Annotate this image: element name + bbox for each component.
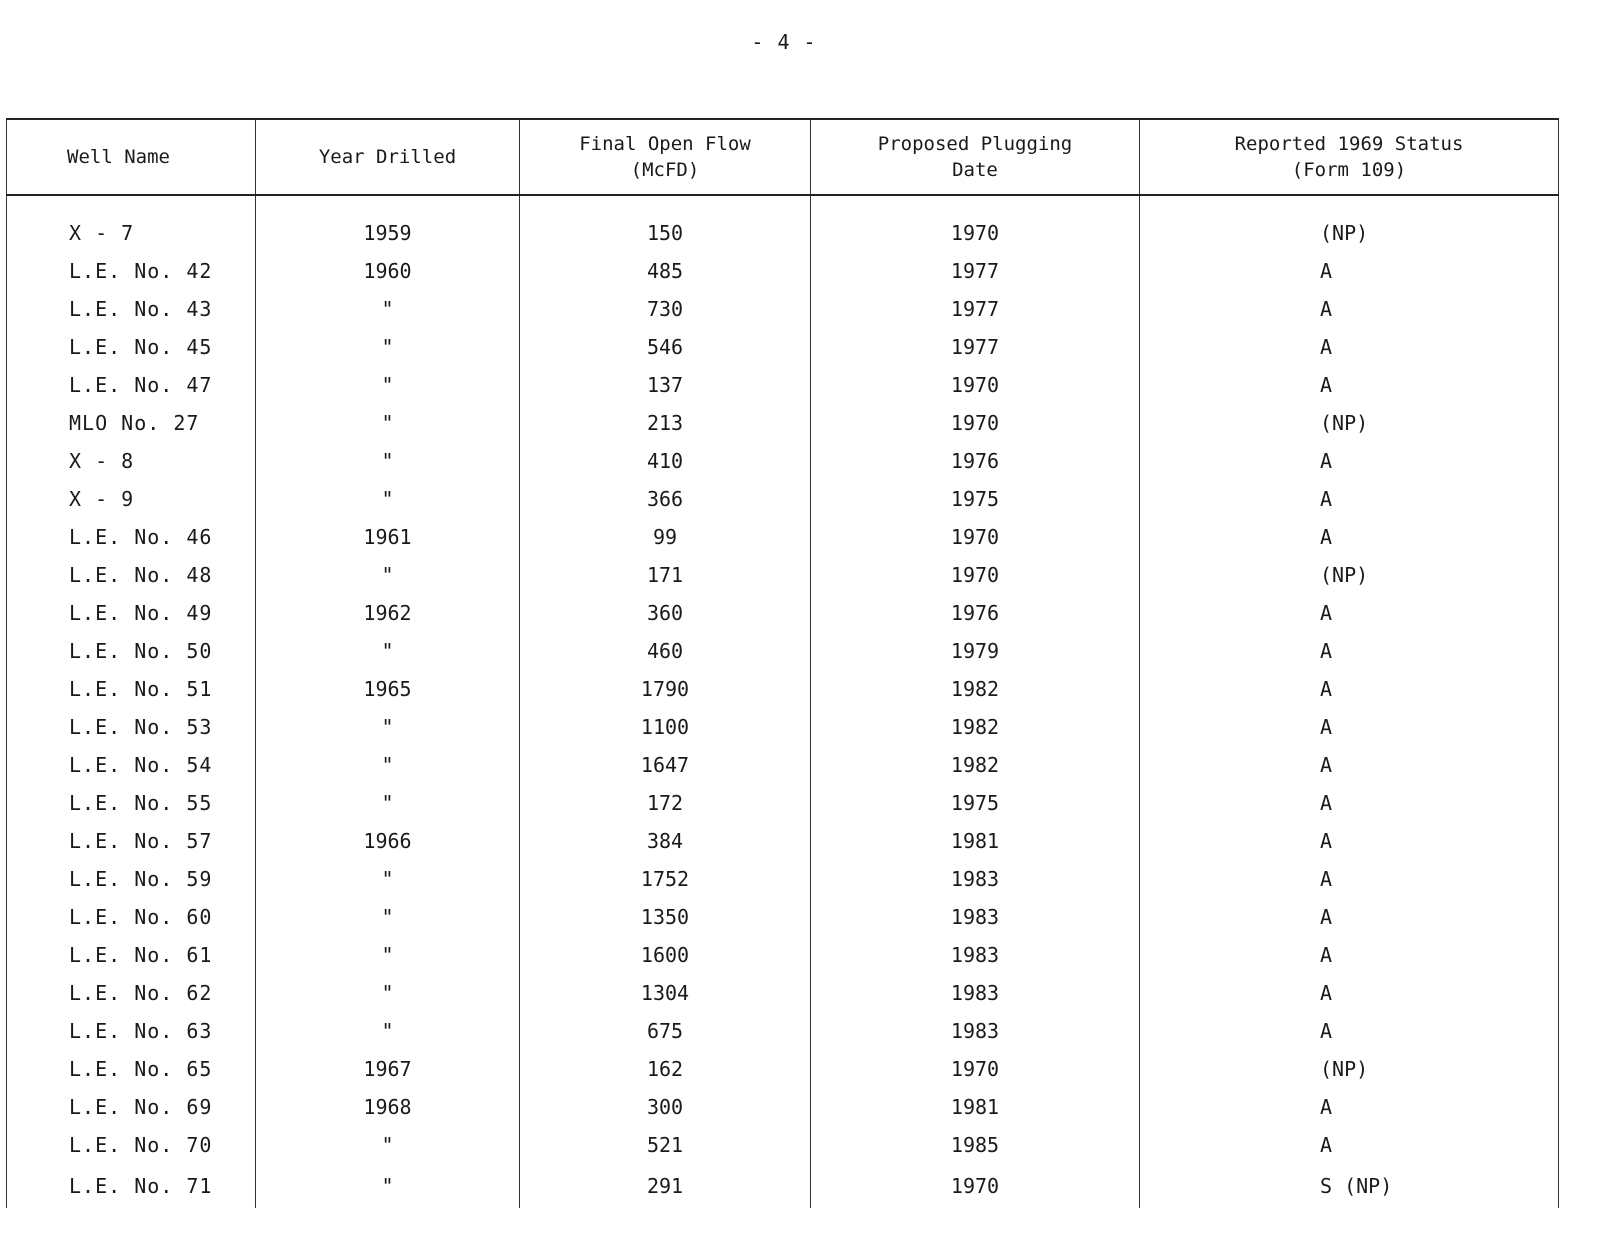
table-row — [7, 632, 1559, 670]
header-well-name: Well Name — [7, 119, 256, 195]
table-spacer-row — [7, 195, 1559, 214]
plugging-date-cell: 1970 — [811, 404, 1140, 442]
table-row — [7, 1050, 1559, 1088]
plugging-date-cell: 1970 — [811, 556, 1140, 594]
open-flow-cell: 172 — [520, 784, 811, 822]
table-body — [7, 195, 1559, 1208]
status-cell: A — [1140, 860, 1559, 898]
open-flow-cell: 291 — [520, 1164, 811, 1208]
year-drilled-cell: " — [256, 480, 520, 518]
well-name-cell: L.E. No. 59 — [7, 860, 256, 898]
status-cell: A — [1140, 594, 1559, 632]
plugging-date-cell: 1975 — [811, 480, 1140, 518]
table-row — [7, 404, 1559, 442]
year-drilled-cell: " — [256, 442, 520, 480]
plugging-date-cell: 1983 — [811, 936, 1140, 974]
year-drilled-cell: 1967 — [256, 1050, 520, 1088]
plugging-date-cell: 1970 — [811, 1050, 1140, 1088]
open-flow-cell: 150 — [520, 214, 811, 252]
well-table — [6, 118, 1559, 1208]
well-name-cell: L.E. No. 46 — [7, 518, 256, 556]
plugging-date-cell: 1977 — [811, 252, 1140, 290]
well-name-cell: X - 9 — [7, 480, 256, 518]
status-cell: A — [1140, 784, 1559, 822]
plugging-date-cell: 1983 — [811, 1012, 1140, 1050]
header-final-open-flow: Final Open Flow (McFD) — [520, 119, 811, 195]
year-drilled-cell: 1959 — [256, 214, 520, 252]
status-cell: A — [1140, 1012, 1559, 1050]
year-drilled-cell: " — [256, 1126, 520, 1164]
status-cell: A — [1140, 1088, 1559, 1126]
open-flow-cell: 162 — [520, 1050, 811, 1088]
year-drilled-cell: " — [256, 708, 520, 746]
status-cell: A — [1140, 822, 1559, 860]
well-name-cell: L.E. No. 51 — [7, 670, 256, 708]
table-row — [7, 974, 1559, 1012]
table-row — [7, 290, 1559, 328]
plugging-date-cell: 1982 — [811, 708, 1140, 746]
year-drilled-cell: " — [256, 936, 520, 974]
table-row — [7, 860, 1559, 898]
status-cell: A — [1140, 670, 1559, 708]
well-name-cell: L.E. No. 45 — [7, 328, 256, 366]
open-flow-cell: 1304 — [520, 974, 811, 1012]
open-flow-cell: 1752 — [520, 860, 811, 898]
well-name-cell: L.E. No. 70 — [7, 1126, 256, 1164]
open-flow-cell: 1100 — [520, 708, 811, 746]
open-flow-cell: 99 — [520, 518, 811, 556]
plugging-date-cell: 1975 — [811, 784, 1140, 822]
year-drilled-cell: " — [256, 1164, 520, 1208]
open-flow-cell: 1790 — [520, 670, 811, 708]
well-name-cell: MLO No. 27 — [7, 404, 256, 442]
open-flow-cell: 675 — [520, 1012, 811, 1050]
open-flow-cell: 546 — [520, 328, 811, 366]
plugging-date-cell: 1981 — [811, 1088, 1140, 1126]
table-row — [7, 936, 1559, 974]
well-name-cell: L.E. No. 48 — [7, 556, 256, 594]
year-drilled-cell: " — [256, 556, 520, 594]
table-row — [7, 556, 1559, 594]
status-cell: A — [1140, 518, 1559, 556]
table-row — [7, 1126, 1559, 1164]
table-row — [7, 898, 1559, 936]
plugging-date-cell: 1970 — [811, 518, 1140, 556]
well-name-cell: L.E. No. 62 — [7, 974, 256, 1012]
well-name-cell: L.E. No. 65 — [7, 1050, 256, 1088]
plugging-date-cell: 1976 — [811, 442, 1140, 480]
year-drilled-cell: 1965 — [256, 670, 520, 708]
table-row — [7, 442, 1559, 480]
status-cell: A — [1140, 936, 1559, 974]
well-name-cell: L.E. No. 55 — [7, 784, 256, 822]
open-flow-cell: 1647 — [520, 746, 811, 784]
open-flow-cell: 521 — [520, 1126, 811, 1164]
table-row — [7, 328, 1559, 366]
table-row — [7, 670, 1559, 708]
well-name-cell: L.E. No. 61 — [7, 936, 256, 974]
status-cell: A — [1140, 480, 1559, 518]
plugging-date-cell: 1985 — [811, 1126, 1140, 1164]
status-cell: A — [1140, 366, 1559, 404]
table-row — [7, 822, 1559, 860]
status-cell: A — [1140, 328, 1559, 366]
table-header — [7, 119, 1559, 195]
open-flow-cell: 300 — [520, 1088, 811, 1126]
open-flow-cell: 366 — [520, 480, 811, 518]
open-flow-cell: 213 — [520, 404, 811, 442]
table-row — [7, 1012, 1559, 1050]
year-drilled-cell: " — [256, 366, 520, 404]
header-reported-status: Reported 1969 Status (Form 109) — [1140, 119, 1559, 195]
open-flow-cell: 485 — [520, 252, 811, 290]
well-name-cell: L.E. No. 53 — [7, 708, 256, 746]
plugging-date-cell: 1970 — [811, 366, 1140, 404]
well-name-cell: L.E. No. 49 — [7, 594, 256, 632]
plugging-date-cell: 1970 — [811, 214, 1140, 252]
open-flow-cell: 410 — [520, 442, 811, 480]
open-flow-cell: 1350 — [520, 898, 811, 936]
plugging-date-cell: 1983 — [811, 860, 1140, 898]
year-drilled-cell: " — [256, 974, 520, 1012]
plugging-date-cell: 1983 — [811, 898, 1140, 936]
status-cell: (NP) — [1140, 1050, 1559, 1088]
status-cell: A — [1140, 1126, 1559, 1164]
plugging-date-cell: 1977 — [811, 290, 1140, 328]
status-cell: S (NP) — [1140, 1164, 1559, 1208]
status-cell: A — [1140, 290, 1559, 328]
year-drilled-cell: " — [256, 632, 520, 670]
year-drilled-cell: " — [256, 898, 520, 936]
well-name-cell: L.E. No. 43 — [7, 290, 256, 328]
header-year-drilled: Year Drilled — [256, 119, 520, 195]
status-cell: (NP) — [1140, 556, 1559, 594]
table-row — [7, 480, 1559, 518]
header-row — [7, 119, 1559, 195]
well-name-cell: L.E. No. 42 — [7, 252, 256, 290]
plugging-date-cell: 1979 — [811, 632, 1140, 670]
table-row — [7, 746, 1559, 784]
year-drilled-cell: 1968 — [256, 1088, 520, 1126]
year-drilled-cell: 1960 — [256, 252, 520, 290]
well-name-cell: L.E. No. 57 — [7, 822, 256, 860]
status-cell: A — [1140, 898, 1559, 936]
plugging-date-cell: 1981 — [811, 822, 1140, 860]
well-name-cell: L.E. No. 47 — [7, 366, 256, 404]
table-row — [7, 708, 1559, 746]
table-row — [7, 518, 1559, 556]
plugging-date-cell: 1977 — [811, 328, 1140, 366]
plugging-date-cell: 1970 — [811, 1164, 1140, 1208]
well-name-cell: L.E. No. 60 — [7, 898, 256, 936]
page-number: - 4 - — [751, 30, 817, 54]
table-row — [7, 366, 1559, 404]
year-drilled-cell: " — [256, 328, 520, 366]
year-drilled-cell: 1961 — [256, 518, 520, 556]
status-cell: A — [1140, 746, 1559, 784]
well-name-cell: L.E. No. 50 — [7, 632, 256, 670]
well-name-cell: L.E. No. 63 — [7, 1012, 256, 1050]
table-row — [7, 252, 1559, 290]
table-row — [7, 1088, 1559, 1126]
header-proposed-plugging-date: Proposed Plugging Date — [811, 119, 1140, 195]
year-drilled-cell: " — [256, 784, 520, 822]
table-row — [7, 214, 1559, 252]
plugging-date-cell: 1976 — [811, 594, 1140, 632]
open-flow-cell: 360 — [520, 594, 811, 632]
table-row — [7, 1164, 1559, 1208]
open-flow-cell: 460 — [520, 632, 811, 670]
open-flow-cell: 730 — [520, 290, 811, 328]
open-flow-cell: 1600 — [520, 936, 811, 974]
plugging-date-cell: 1982 — [811, 670, 1140, 708]
status-cell: A — [1140, 974, 1559, 1012]
status-cell: A — [1140, 632, 1559, 670]
status-cell: (NP) — [1140, 214, 1559, 252]
well-table-container — [6, 118, 1558, 1239]
year-drilled-cell: 1966 — [256, 822, 520, 860]
well-name-cell: L.E. No. 54 — [7, 746, 256, 784]
plugging-date-cell: 1983 — [811, 974, 1140, 1012]
status-cell: (NP) — [1140, 404, 1559, 442]
well-name-cell: X - 8 — [7, 442, 256, 480]
year-drilled-cell: " — [256, 404, 520, 442]
status-cell: A — [1140, 708, 1559, 746]
status-cell: A — [1140, 252, 1559, 290]
year-drilled-cell: 1962 — [256, 594, 520, 632]
well-name-cell: L.E. No. 69 — [7, 1088, 256, 1126]
open-flow-cell: 384 — [520, 822, 811, 860]
open-flow-cell: 171 — [520, 556, 811, 594]
status-cell: A — [1140, 442, 1559, 480]
plugging-date-cell: 1982 — [811, 746, 1140, 784]
table-row — [7, 594, 1559, 632]
year-drilled-cell: " — [256, 746, 520, 784]
year-drilled-cell: " — [256, 860, 520, 898]
year-drilled-cell: " — [256, 290, 520, 328]
table-row — [7, 784, 1559, 822]
well-name-cell: L.E. No. 71 — [7, 1164, 256, 1208]
open-flow-cell: 137 — [520, 366, 811, 404]
year-drilled-cell: " — [256, 1012, 520, 1050]
well-name-cell: X - 7 — [7, 214, 256, 252]
